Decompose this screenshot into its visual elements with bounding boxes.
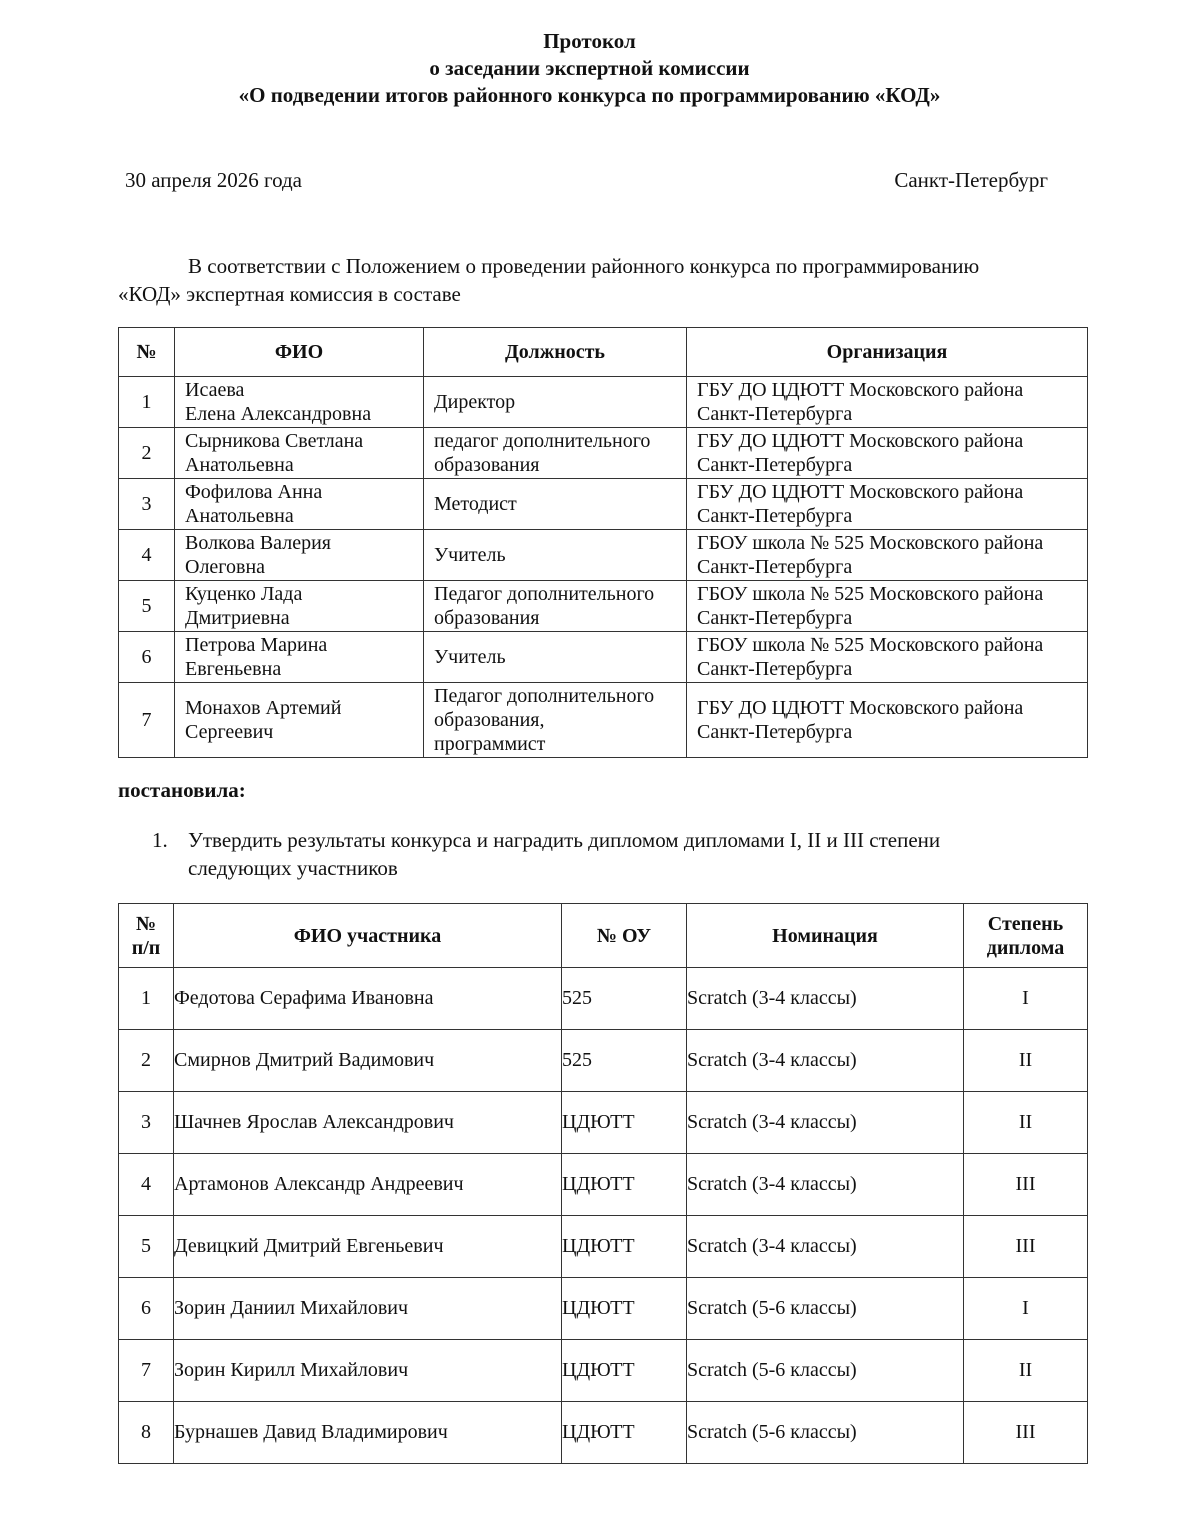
winners-cell-degree: II: [964, 1340, 1088, 1402]
committee-name-line: Фофилова Анна: [185, 481, 323, 503]
committee-organization-line: ГБУ ДО ЦДЮТТ Московского района: [697, 481, 1024, 503]
committee-cell-name: [175, 683, 424, 758]
winners-row: [119, 1340, 1088, 1402]
winners-cell-school: ЦДЮТТ: [562, 1216, 687, 1278]
committee-name-line: Елена Александровна: [185, 403, 372, 425]
winners-row: [119, 1278, 1088, 1340]
committee-organization-line: ГБУ ДО ЦДЮТТ Московского района: [697, 379, 1024, 401]
winners-cell-num: 4: [119, 1154, 174, 1216]
committee-organization-line: Санкт-Петербурга: [697, 556, 853, 578]
committee-position-line: Педагог дополнительного: [434, 685, 655, 707]
title-line-3: «О подведении итогов районного конкурса по программированию «КОД»: [238, 83, 941, 107]
winners-header-name: ФИО участника: [174, 904, 562, 968]
committee-cell-organization: [687, 632, 1088, 683]
committee-organization-line: ГБОУ школа № 525 Московского района: [697, 532, 1044, 554]
committee-cell-num: 5: [119, 581, 175, 632]
committee-organization-line: ГБОУ школа № 525 Московского района: [697, 583, 1044, 605]
committee-name-line: Сырникова Светлана: [185, 430, 364, 452]
committee-position-line: Директор: [434, 391, 516, 413]
committee-organization-line: Санкт-Петербурга: [697, 454, 853, 476]
resolution-item-text: [188, 826, 1088, 882]
winners-header-degree-line-2: диплома: [986, 936, 1065, 959]
committee-organization-line: ГБОУ школа № 525 Московского района: [697, 634, 1044, 656]
document-date: 30 апреля 2026 года: [125, 168, 302, 192]
committee-cell-organization: [687, 377, 1088, 428]
committee-name-line: Анатольевна: [185, 505, 294, 527]
winners-cell-school: ЦДЮТТ: [562, 1340, 687, 1402]
winners-cell-school: ЦДЮТТ: [562, 1092, 687, 1154]
resolution-item-line-1: Утвердить результаты конкурса и наградить дипломом дипломами I, II и III степени: [188, 828, 941, 852]
winners-cell-school: 525: [562, 1030, 687, 1092]
committee-position-line: образования: [434, 607, 540, 629]
committee-position-line: образования,: [434, 709, 545, 731]
committee-name-line: Олеговна: [185, 556, 266, 578]
committee-position-line: педагог дополнительного: [434, 430, 651, 452]
committee-organization-line: Санкт-Петербурга: [697, 607, 853, 629]
winners-header-row: [119, 904, 1088, 968]
committee-cell-position: [424, 530, 687, 581]
committee-position-line: Педагог дополнительного: [434, 583, 655, 605]
winners-cell-school: 525: [562, 968, 687, 1030]
committee-cell-num: 6: [119, 632, 175, 683]
winners-cell-school: ЦДЮТТ: [562, 1402, 687, 1464]
resolution-item-number: 1.: [152, 828, 168, 852]
committee-position-line: образования: [434, 454, 540, 476]
title-line-2: о заседании экспертной комиссии: [429, 56, 750, 80]
committee-cell-name: [175, 428, 424, 479]
winners-table: [118, 903, 1088, 1464]
committee-row: [119, 530, 1088, 581]
committee-name-line: Исаева: [185, 379, 245, 401]
committee-cell-num: 1: [119, 377, 175, 428]
winners-cell-degree: I: [964, 968, 1088, 1030]
intro-paragraph: [118, 252, 1086, 308]
committee-organization-line: Санкт-Петербурга: [697, 505, 853, 527]
committee-cell-organization: [687, 479, 1088, 530]
winners-header-num-line-1: №: [135, 912, 157, 935]
winners-cell-num: 7: [119, 1340, 174, 1402]
winners-cell-num: 8: [119, 1402, 174, 1464]
committee-header-num: №: [119, 328, 175, 377]
winners-cell-name: Девицкий Дмитрий Евгеньевич: [174, 1216, 562, 1278]
winners-cell-name: Смирнов Дмитрий Вадимович: [174, 1030, 562, 1092]
committee-organization-line: Санкт-Петербурга: [697, 403, 853, 425]
committee-row: [119, 683, 1088, 758]
committee-cell-num: 7: [119, 683, 175, 758]
committee-cell-position: [424, 581, 687, 632]
committee-position-line: Учитель: [434, 544, 506, 566]
committee-organization-line: ГБУ ДО ЦДЮТТ Московского района: [697, 697, 1024, 719]
committee-cell-organization: [687, 428, 1088, 479]
winners-row: [119, 1092, 1088, 1154]
committee-position-line: Учитель: [434, 646, 506, 668]
committee-cell-name: [175, 377, 424, 428]
document-city: Санкт-Петербург: [894, 168, 1048, 192]
winners-cell-num: 5: [119, 1216, 174, 1278]
winners-cell-degree: I: [964, 1278, 1088, 1340]
winners-row: [119, 1402, 1088, 1464]
winners-cell-num: 6: [119, 1278, 174, 1340]
winners-cell-degree: III: [964, 1402, 1088, 1464]
committee-cell-num: 2: [119, 428, 175, 479]
committee-organization-line: Санкт-Петербурга: [697, 658, 853, 680]
committee-name-line: Анатольевна: [185, 454, 294, 476]
committee-cell-organization: [687, 581, 1088, 632]
resolution-item-line-2: следующих участников: [188, 856, 398, 880]
committee-position-line: Методист: [434, 493, 517, 515]
committee-name-line: Куценко Лада: [185, 583, 303, 605]
winners-header-num-line-2: п/п: [131, 936, 161, 959]
winners-header-school: № ОУ: [562, 904, 687, 968]
committee-header-name: ФИО: [175, 328, 424, 377]
winners-cell-name: Зорин Кирилл Михайлович: [174, 1340, 562, 1402]
winners-cell-nomination: Scratch (3-4 классы): [687, 1154, 964, 1216]
winners-cell-nomination: Scratch (3-4 классы): [687, 968, 964, 1030]
committee-cell-num: 4: [119, 530, 175, 581]
committee-name-line: Евгеньевна: [185, 658, 282, 680]
committee-name-line: Петрова Марина: [185, 634, 328, 656]
winners-cell-degree: II: [964, 1092, 1088, 1154]
committee-table: [118, 327, 1088, 758]
winners-header-degree: [964, 904, 1088, 968]
document-title: [0, 28, 1179, 109]
winners-header-degree-line-1: Степень: [987, 912, 1064, 935]
resolution-label: постановила:: [118, 778, 246, 802]
winners-cell-nomination: Scratch (3-4 классы): [687, 1092, 964, 1154]
committee-cell-name: [175, 581, 424, 632]
winners-header-num: [119, 904, 174, 968]
committee-organization-line: Санкт-Петербурга: [697, 721, 853, 743]
winners-row: [119, 1030, 1088, 1092]
title-line-1: Протокол: [543, 29, 636, 53]
committee-organization-line: ГБУ ДО ЦДЮТТ Московского района: [697, 430, 1024, 452]
committee-row: [119, 632, 1088, 683]
intro-line-1: В соответствии с Положением о проведении районного конкурса по программированию: [188, 254, 980, 278]
winners-cell-school: ЦДЮТТ: [562, 1154, 687, 1216]
committee-name-line: Волкова Валерия: [185, 532, 331, 554]
winners-cell-num: 3: [119, 1092, 174, 1154]
winners-cell-name: Федотова Серафима Ивановна: [174, 968, 562, 1030]
committee-row: [119, 428, 1088, 479]
winners-cell-nomination: Scratch (5-6 классы): [687, 1402, 964, 1464]
committee-cell-organization: [687, 683, 1088, 758]
winners-row: [119, 1216, 1088, 1278]
intro-line-2: «КОД» экспертная комиссия в составе: [118, 282, 461, 306]
committee-name-line: Сергеевич: [185, 721, 274, 743]
winners-cell-school: ЦДЮТТ: [562, 1278, 687, 1340]
committee-header-organization: Организация: [687, 328, 1088, 377]
committee-cell-organization: [687, 530, 1088, 581]
committee-cell-name: [175, 479, 424, 530]
winners-cell-degree: II: [964, 1030, 1088, 1092]
winners-row: [119, 1154, 1088, 1216]
committee-row: [119, 479, 1088, 530]
committee-position-line: программист: [434, 733, 546, 755]
committee-header-row: [119, 328, 1088, 377]
committee-row: [119, 377, 1088, 428]
winners-cell-degree: III: [964, 1154, 1088, 1216]
committee-name-line: Монахов Артемий: [185, 697, 342, 719]
winners-cell-name: Артамонов Александр Андреевич: [174, 1154, 562, 1216]
winners-cell-nomination: Scratch (5-6 классы): [687, 1340, 964, 1402]
winners-cell-name: Зорин Даниил Михайлович: [174, 1278, 562, 1340]
winners-cell-num: 1: [119, 968, 174, 1030]
winners-header-nomination: Номинация: [687, 904, 964, 968]
winners-cell-nomination: Scratch (3-4 классы): [687, 1030, 964, 1092]
committee-cell-num: 3: [119, 479, 175, 530]
committee-cell-position: [424, 683, 687, 758]
winners-row: [119, 968, 1088, 1030]
committee-cell-position: [424, 377, 687, 428]
committee-header-position: Должность: [424, 328, 687, 377]
winners-cell-degree: III: [964, 1216, 1088, 1278]
committee-name-line: Дмитриевна: [185, 607, 290, 629]
committee-row: [119, 581, 1088, 632]
committee-cell-position: [424, 479, 687, 530]
winners-cell-nomination: Scratch (5-6 классы): [687, 1278, 964, 1340]
committee-cell-position: [424, 632, 687, 683]
winners-cell-nomination: Scratch (3-4 классы): [687, 1216, 964, 1278]
committee-cell-position: [424, 428, 687, 479]
committee-cell-name: [175, 632, 424, 683]
winners-cell-name: Шачнев Ярослав Александрович: [174, 1092, 562, 1154]
winners-cell-name: Бурнашев Давид Владимирович: [174, 1402, 562, 1464]
winners-cell-num: 2: [119, 1030, 174, 1092]
committee-cell-name: [175, 530, 424, 581]
